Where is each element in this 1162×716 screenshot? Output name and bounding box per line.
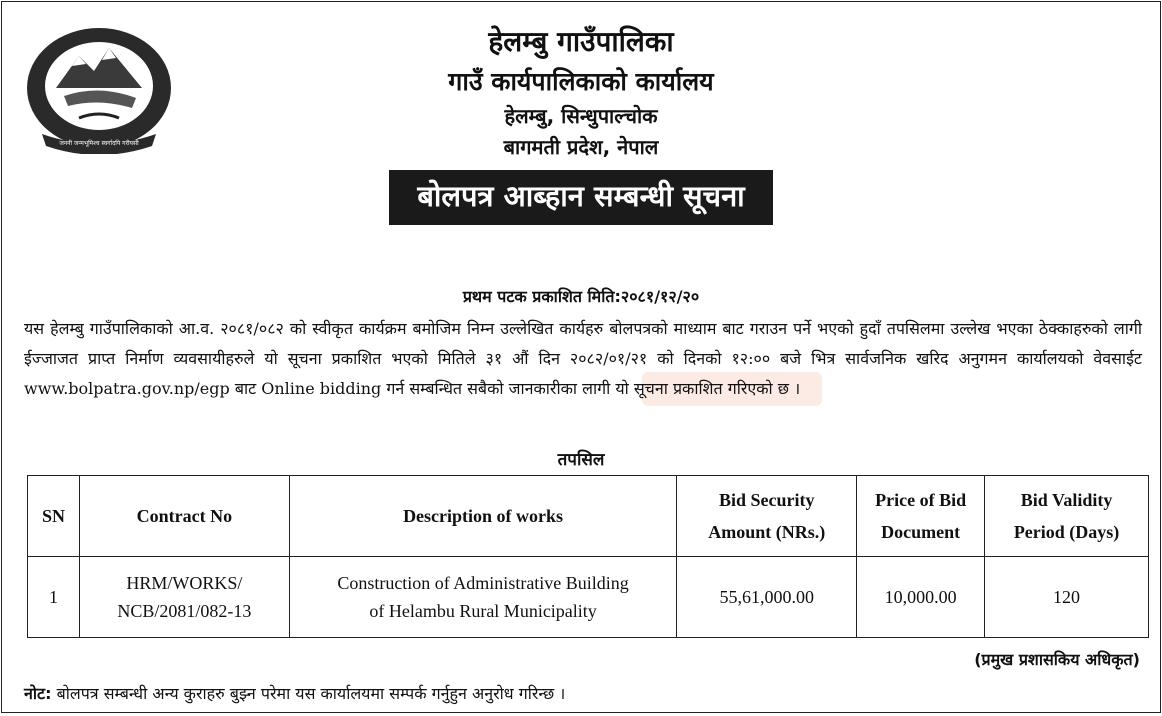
cell-bid-validity: 120 xyxy=(985,557,1149,638)
works-table xyxy=(27,475,1149,638)
footnote xyxy=(24,682,565,704)
office-name: गाउँ कार्यपालिकाको कार्यालय xyxy=(448,67,714,96)
municipality-name: हेलम्बु गाउँपालिका xyxy=(488,25,674,58)
header-bid-validity: Bid Validity Period (Days) xyxy=(985,476,1149,557)
publication-date: प्रथम पटक प्रकाशित मिति:२०८१/१२/२० xyxy=(462,287,700,306)
svg-text:जननी जन्मभूमिश्च स्वर्गादपि गर: जननी जन्मभूमिश्च स्वर्गादपि गरीयसी xyxy=(59,140,139,147)
office-header xyxy=(2,22,1160,225)
footnote-label: नोट: xyxy=(24,684,52,703)
cell-bid-security: 55,61,000.00 xyxy=(677,557,857,638)
header-sn: SN xyxy=(28,476,80,557)
office-address: हेलम्बु, सिन्धुपाल्चोक xyxy=(504,104,658,128)
province-country: बागमती प्रदेश, नेपाल xyxy=(503,135,659,159)
cell-sn: 1 xyxy=(28,557,80,638)
header-price-of-bid: Price of Bid Document xyxy=(857,476,985,557)
header-contract-no: Contract No xyxy=(79,476,289,557)
notice-title: बोलपत्र आब्हान सम्बन्धी सूचना xyxy=(389,170,772,225)
schedule-label: तपसिल xyxy=(557,450,605,470)
cell-bid-price: 10,000.00 xyxy=(857,557,985,638)
cell-description: Construction of Administrative Building of Helambu Rural Municipality xyxy=(289,557,677,638)
notice-page xyxy=(1,1,1161,713)
header-description: Description of works xyxy=(289,476,677,557)
notice-body: यस हेलम्बु गाउँपालिकाको आ.व. २०८१/०८२ को स्वीकृत कार्यक्रम बमोजिम निम्न उल्लेखित कार्यहरु बोलपत्रको माध्याम बाट गराउन पर्ने भएको हुदाँ तपसिलमा उल्लेख भएका ठेक्काहरुको लागी ईज्जाजत प्राप्त निर्माण व्यवसायीहरुले यो सूचना प्रकाशित भएको मितिले ३१ औं दिन २०८२/०१/२१ को दिनको १२:०० बजे भित्र सार्वजनिक खरिद अनुगमन कार्यालयको वेवसाईट www.bolpatra.gov.np/egp बाट Online bidding गर्न सम्बन्धित सबैको जानकारीका लागी यो सूचना प्रकाशित गरिएको छ । xyxy=(24,319,1142,398)
table-row xyxy=(28,557,1149,638)
cell-contract-no: HRM/WORKS/ NCB/2081/082-13 xyxy=(79,557,289,638)
footnote-text: बोलपत्र सम्बन्धी अन्य कुराहरु बुझ्न परेमा यस कार्यालयमा सम्पर्क गर्नुहुन अनुरोध गरिन्छ । xyxy=(51,684,566,703)
header-bid-security: Bid Security Amount (NRs.) xyxy=(677,476,857,557)
signatory-title: (प्रमुख प्रशासकिय अधिकृत) xyxy=(974,650,1140,669)
table-header-row xyxy=(28,476,1149,557)
